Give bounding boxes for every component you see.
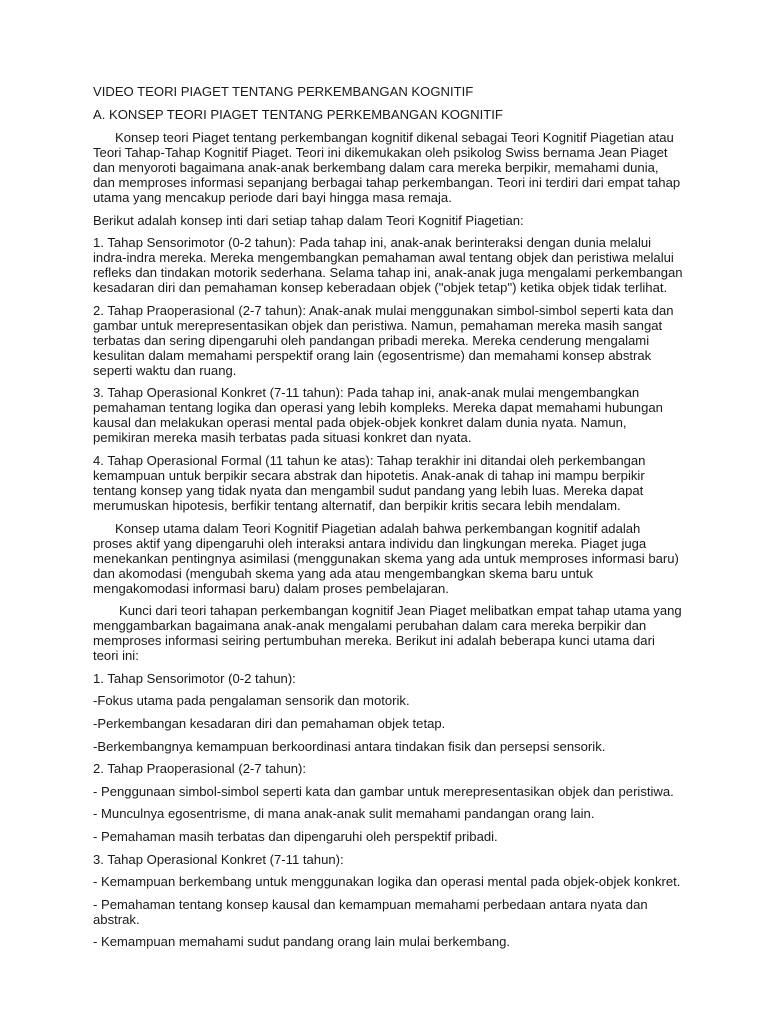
key-stage-2-point-2: - Munculnya egosentrisme, di mana anak-anak sulit memahami pandangan orang lain. — [93, 806, 595, 822]
section-heading: A. KONSEP TEORI PIAGET TENTANG PERKEMBANGAN KOGNITIF — [93, 107, 503, 122]
key-stage-1-point-1: -Fokus utama pada pengalaman sensorik dan motorik. — [93, 693, 410, 709]
key-stage-label-1: 1. Tahap Sensorimotor (0-2 tahun): — [93, 670, 296, 686]
document-title: VIDEO TEORI PIAGET TENTANG PERKEMBANGAN KOGNITIF — [93, 84, 474, 99]
key-stage-1-point-3: -Berkembangnya kemampuan berkoordinasi antara tindakan fisik dan persepsi sensorik. — [93, 738, 606, 754]
key-stage-2-point-1: - Penggunaan simbol-simbol seperti kata dan gambar untuk merepresentasikan objek dan peristiwa. — [93, 783, 674, 799]
stage-paragraph-4: 4. Tahap Operasional Formal (11 tahun ke atas): Tahap terakhir ini ditandai oleh perkembangan kemampuan untuk berpikir secara abstrak dan hipotetis. Anak-anak di tahap ini mampu berpikir tentang konsep yang tidak nyata dan mengambil sudut pandang yang lebih luas. Mereka dapat merumuskan hipotesis, berfikir tentang alternatif, dan berpikir kritis secara lebih mendalam. — [93, 452, 646, 513]
concepts-lead: Berikut adalah konsep inti dari setiap tahap dalam Teori Kognitif Piagetian: — [93, 212, 524, 228]
key-stage-1-point-2: -Perkembangan kesadaran diri dan pemahaman objek tetap. — [93, 715, 446, 731]
main-concept-paragraph: Konsep utama dalam Teori Kognitif Piagetian adalah bahwa perkembangan kognitif adalah proses aktif yang dipengaruhi oleh interaksi antara individu dan lingkungan mereka. Piaget juga menekankan pentingnya asimilasi (menggunakan skema yang ada untuk memproses informasi baru) dan akomodasi (mengubah skema yang ada atau mengembangkan skema baru untuk mengakomodasi informasi baru) dalam proses pembelajaran. — [93, 520, 679, 596]
key-stage-2-point-3: - Pemahaman masih terbatas dan dipengaruhi oleh perspektif pribadi. — [93, 828, 498, 844]
key-stage-3-point-3: - Kemampuan memahami sudut pandang orang lain mulai berkembang. — [93, 934, 511, 950]
intro-paragraph: Konsep teori Piaget tentang perkembangan kognitif dikenal sebagai Teori Kognitif Piagetian atau Teori Tahap-Tahap Kognitif Piaget. Teori ini dikemukakan oleh psikolog Swiss bernama Jean Piaget dan menyoroti bagaimana anak-anak berkembang dalam cara mereka berpikir, memahami dunia, dan memproses informasi sepanjang berbagai tahap perkembangan. Teori ini terdiri dari empat tahap utama yang mencakup periode dari bayi hingga masa remaja. — [93, 130, 681, 205]
key-stage-label-3: 3. Tahap Operasional Konkret (7-11 tahun): — [93, 851, 344, 867]
stage-paragraph-1: 1. Tahap Sensorimotor (0-2 tahun): Pada tahap ini, anak-anak berinteraksi dengan dunia melalui indra-indra mereka. Mereka mengembangkan pemahaman awal tentang objek dan peristiwa melalui refleks dan tindakan motorik sederhana. Selama tahap ini, anak-anak juga mengalami perkembangan kesadaran diri dan pemahaman konsep keberadaan objek ("objek tetap") ketika objek tidak terlihat. — [93, 235, 683, 296]
document-body — [93, 84, 683, 957]
key-stage-3-point-2: - Pemahaman tentang konsep kausal dan kemampuan memahami perbedaan antara nyata dan abstrak. — [93, 896, 648, 927]
stage-paragraph-2: 2. Tahap Praoperasional (2-7 tahun): Anak-anak mulai menggunakan simbol-simbol seperti kata dan gambar untuk merepresentasikan objek dan peristiwa. Namun, pemahaman mereka masih sangat terbatas dan sering dipengaruhi oleh pandangan pribadi mereka. Mereka cenderung mengalami kesulitan dalam memahami perspektif orang lain (egosentrisme) dan memahami konsep abstrak seperti waktu dan ruang. — [93, 302, 674, 378]
stage-paragraph-3: 3. Tahap Operasional Konkret (7-11 tahun): Pada tahap ini, anak-anak mulai mengembangkan pemahaman tentang logika dan operasi yang lebih kompleks. Mereka dapat memahami hubungan kausal dan melakukan operasi mental pada objek-objek konkret dalam dunia nyata. Namun, pemikiran mereka masih terbatas pada situasi konkret dan nyata. — [93, 385, 663, 446]
key-stage-3-point-1: - Kemampuan berkembang untuk menggunakan logika dan operasi mental pada objek-objek konkret. — [93, 874, 681, 890]
key-paragraph: Kunci dari teori tahapan perkembangan kognitif Jean Piaget melibatkan empat tahap utama yang menggambarkan bagaimana anak-anak mengalami perubahan dalam cara mereka berpikir dan memproses informasi seiring pertumbuhan mereka. Berikut ini adalah beberapa kunci utama dari teori ini: — [93, 603, 682, 664]
key-stage-label-2: 2. Tahap Praoperasional (2-7 tahun): — [93, 761, 307, 777]
